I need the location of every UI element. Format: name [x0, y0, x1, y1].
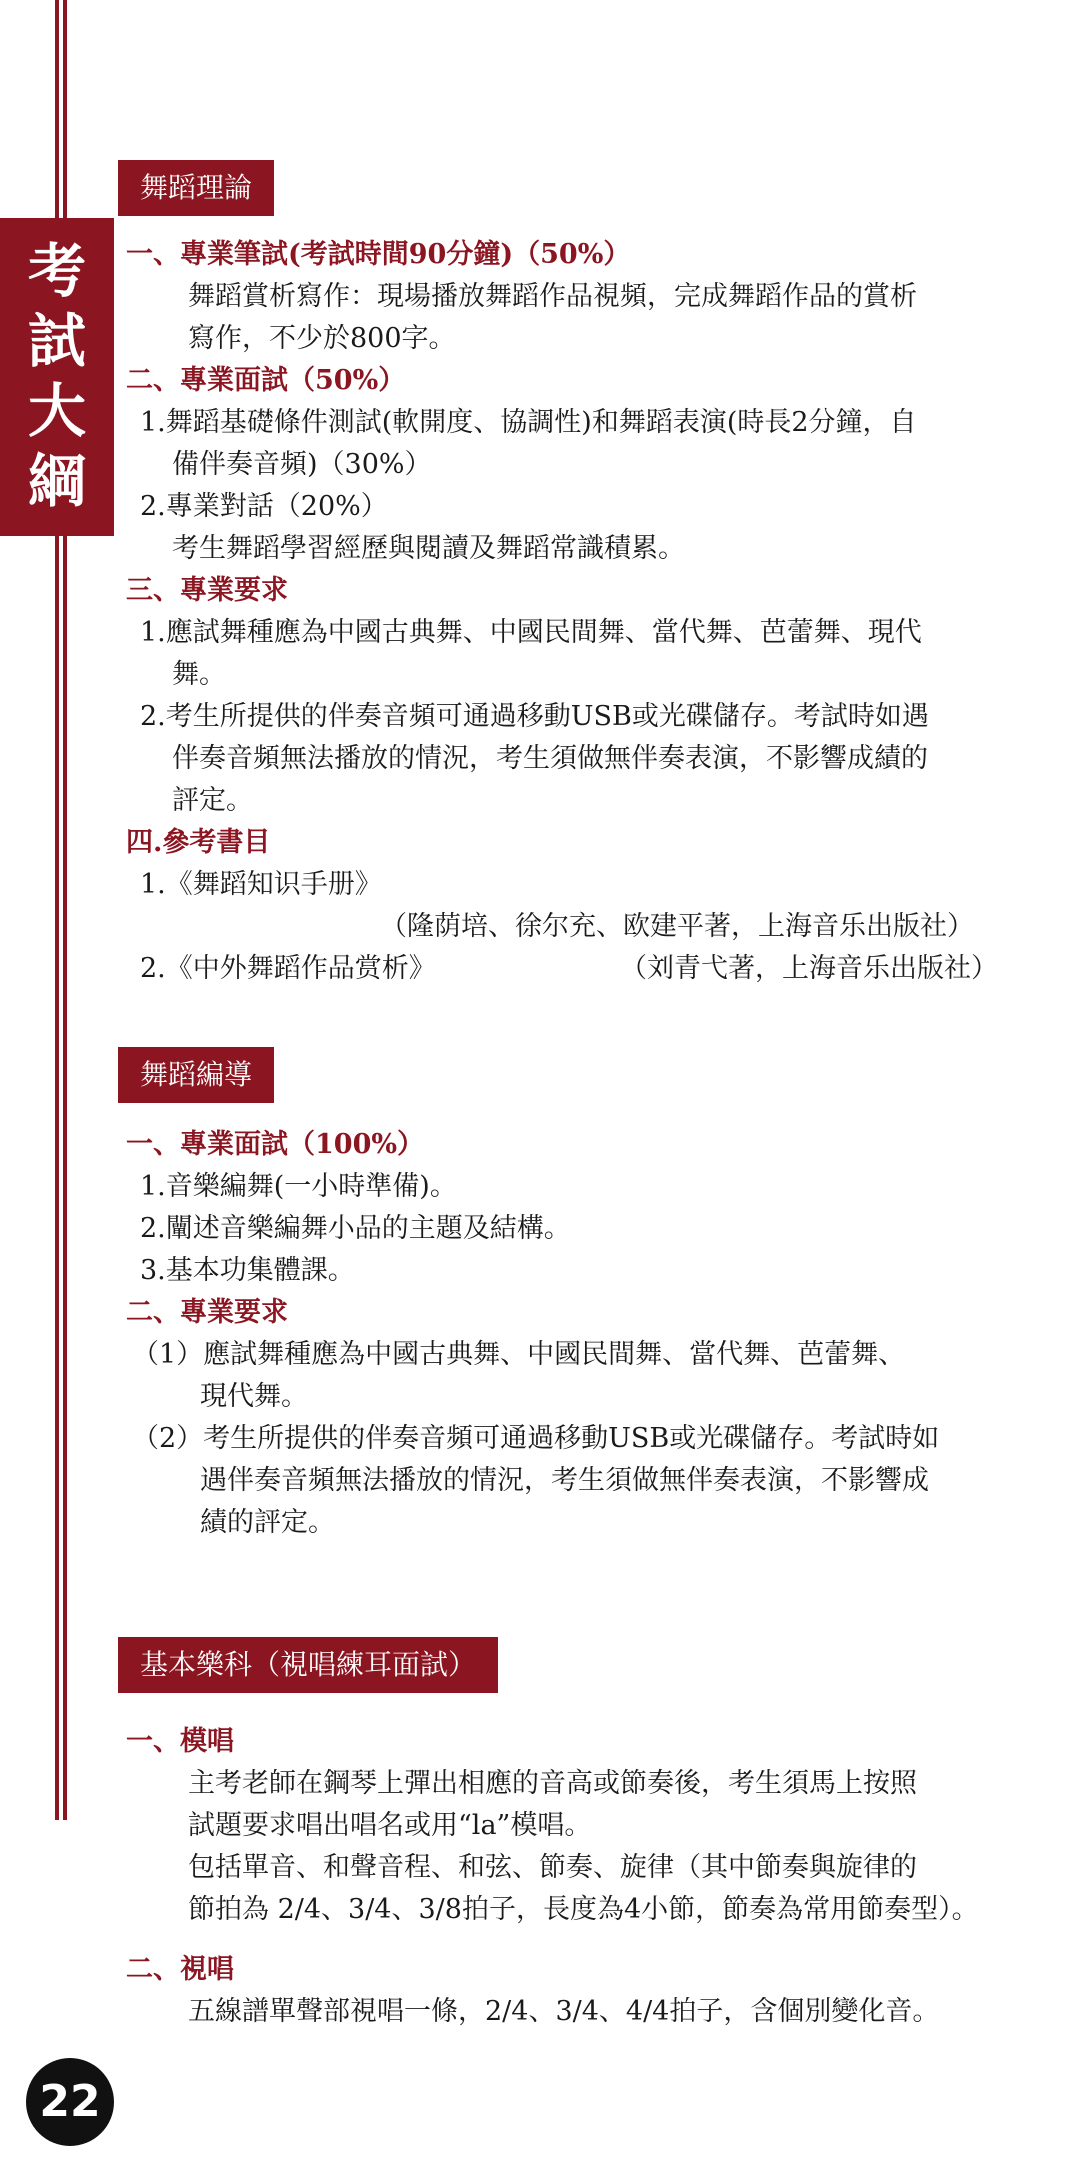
section-header-choreography: 舞蹈編導	[118, 1047, 274, 1103]
list-item: 1.舞蹈基礎條件測試(軟開度、協調性)和舞蹈表演(時長2分鐘，自	[140, 407, 917, 438]
paragraph-line: 舞蹈賞析寫作：現場播放舞蹈作品視頻，完成舞蹈作品的賞析	[188, 281, 917, 312]
list-item: 1.應試舞種應為中國古典舞、中國民間舞、當代舞、芭蕾舞、現代	[140, 617, 922, 648]
list-item-continuation: 評定。	[172, 785, 253, 816]
heading-written-exam: 一、專業筆試(考試時間90分鐘)（50%）	[126, 239, 631, 270]
list-item-continuation: 績的評定。	[200, 1507, 335, 1538]
list-item: （1）應試舞種應為中國古典舞、中國民間舞、當代舞、芭蕾舞、	[132, 1339, 906, 1370]
list-item-continuation: 遇伴奏音頻無法播放的情況，考生須做無伴奏表演，不影響成	[200, 1465, 929, 1496]
list-item: 2.考生所提供的伴奏音頻可通過移動USB或光碟儲存。考試時如遇	[140, 701, 929, 732]
list-item-continuation: 現代舞。	[200, 1381, 308, 1412]
heading-requirements: 二、專業要求	[126, 1297, 288, 1328]
reference-title: 1.《舞蹈知识手册》	[140, 869, 382, 900]
section-header-basic-music: 基本樂科（視唱練耳面試）	[118, 1637, 498, 1693]
paragraph-line: 主考老師在鋼琴上彈出相應的音高或節奏後，考生須馬上按照	[188, 1768, 917, 1799]
paragraph-line: 寫作，不少於800字。	[188, 323, 456, 354]
heading-interview: 二、專業面試（50%）	[126, 365, 406, 396]
side-title-char: 試	[27, 307, 86, 375]
reference-source: （刘青弋著，上海音乐出版社）	[620, 953, 998, 984]
side-title-char: 考	[27, 237, 86, 305]
list-item-continuation: 舞。	[172, 659, 226, 690]
list-item-continuation: 伴奏音頻無法播放的情況，考生須做無伴奏表演，不影響成績的	[172, 743, 928, 774]
paragraph-line: 五線譜單聲部視唱一條，2/4、3/4、4/4拍子，含個別變化音。	[188, 1996, 940, 2027]
heading-requirements: 三、專業要求	[126, 575, 288, 606]
list-item: （2）考生所提供的伴奏音頻可通過移動USB或光碟儲存。考試時如	[132, 1423, 940, 1454]
paragraph-line: 包括單音、和聲音程、和弦、節奏、旋律（其中節奏與旋律的	[188, 1852, 917, 1883]
list-item: 3.基本功集體課。	[140, 1255, 355, 1286]
heading-references: 四.參考書目	[126, 827, 271, 858]
list-item: 1.音樂編舞(一小時準備)。	[140, 1171, 457, 1202]
paragraph-line: 節拍為 2/4、3/4、3/8拍子，長度為4小節，節奏為常用節奏型）。	[188, 1894, 979, 1925]
list-item: 2.闡述音樂編舞小品的主題及結構。	[140, 1213, 571, 1244]
reference-title: 2.《中外舞蹈作品赏析》	[140, 953, 436, 984]
list-item-continuation: 備伴奏音頻)（30%）	[172, 449, 432, 480]
heading-interview: 一、專業面試（100%）	[126, 1129, 425, 1160]
section-header-dance-theory: 舞蹈理論	[118, 160, 274, 216]
paragraph-line: 試題要求唱出唱名或用“la”模唱。	[188, 1810, 592, 1841]
page-number: 22	[39, 2076, 101, 2127]
list-item-continuation: 考生舞蹈學習經歷與閱讀及舞蹈常識積累。	[172, 533, 685, 564]
side-title-char: 綱	[27, 447, 86, 515]
list-item: 2.專業對話（20%）	[140, 491, 388, 522]
side-title-char: 大	[27, 377, 86, 445]
heading-imitation-singing: 一、模唱	[126, 1726, 234, 1757]
side-title-tab	[0, 218, 114, 536]
reference-source: （隆荫培、徐尔充、欧建平著，上海音乐出版社）	[380, 911, 974, 942]
heading-sight-singing: 二、視唱	[126, 1954, 234, 1985]
